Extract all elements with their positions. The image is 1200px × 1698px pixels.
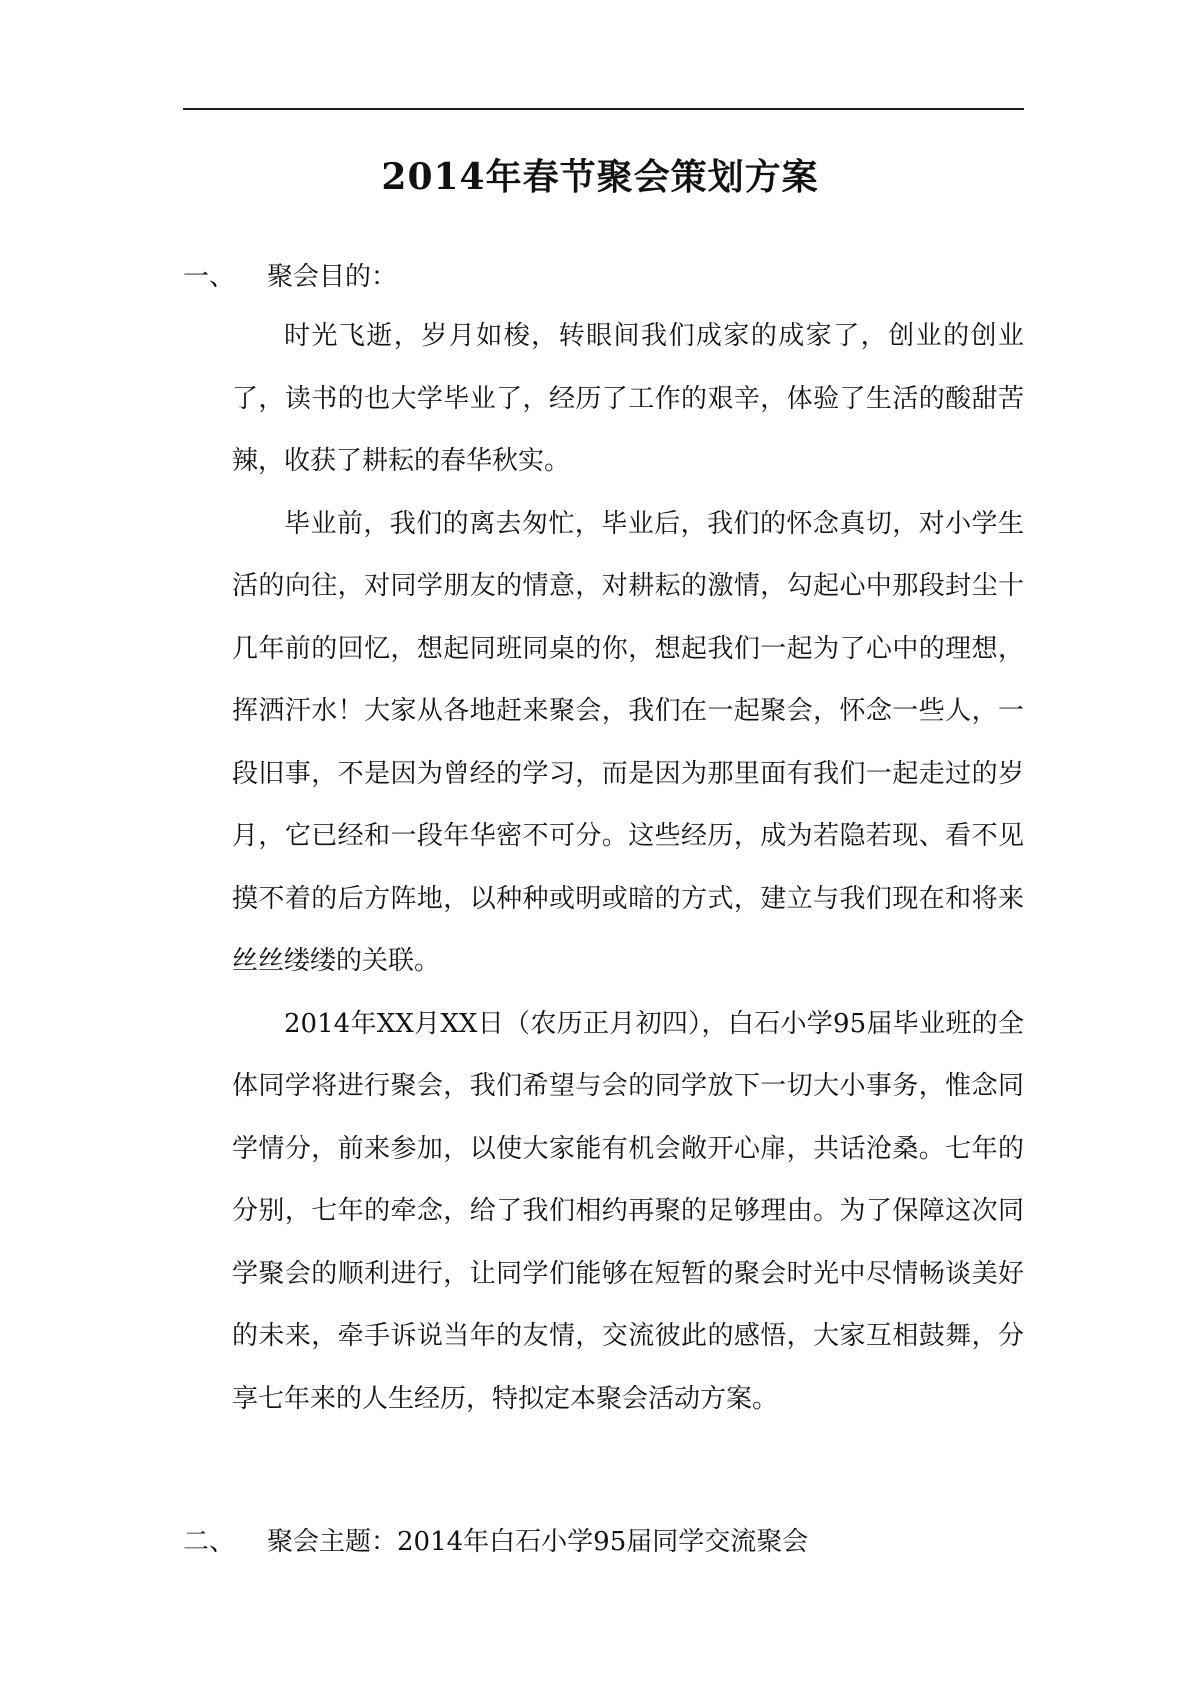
section-title-1: 聚会目的： [267, 262, 398, 292]
section-heading-1 [183, 257, 397, 297]
section-body-1 [232, 305, 1024, 1430]
section-number-2: 二、 [183, 1527, 236, 1557]
section-number-1: 一、 [183, 262, 236, 292]
paragraph-1: 时光飞逝，岁月如梭，转眼间我们成家的成家了，创业的创业了，读书的也大学毕业了，经历了工作的艰辛，体验了生活的酸甜苦辣，收获了耕耘的春华秋实。 [232, 321, 1024, 476]
section-title-2: 聚会主题：2014年白石小学95届同学交流聚会 [267, 1527, 809, 1557]
header-rule [183, 108, 1024, 110]
section-heading-2 [183, 1522, 808, 1562]
paragraph-2: 毕业前，我们的离去匆忙，毕业后，我们的怀念真切，对小学生活的向往，对同学朋友的情意，对耕耘的激情，勾起心中那段封尘十几年前的回忆，想起同班同桌的你，想起我们一起为了心中的理想，挥洒汗水！大家从各地赶来聚会，我们在一起聚会，怀念一些人，一段旧事，不是因为曾经的学习，而是因为那里面有我们一起走过的岁月，它已经和一段年华密不可分。这些经历，成为若隐若现、看不见摸不着的后方阵地，以种种或明或暗的方式，建立与我们现在和将来丝丝缕缕的关联。 [232, 508, 1024, 976]
document-title: 2014年春节聚会策划方案 [381, 156, 819, 198]
paragraph-3: 2014年XX月XX日（农历正月初四），白石小学95届毕业班的全体同学将进行聚会，我们希望与会的同学放下一切大小事务，惟念同学情分，前来参加，以使大家能有机会敞开心扉，共话沧桑。七年的分别，七年的牵念，给了我们相约再聚的足够理由。为了保障这次同学聚会的顺利进行，让同学们能够在短暂的聚会时光中尽情畅谈美好的未来，牵手诉说当年的友情，交流彼此的感悟，大家互相鼓舞，分享七年来的人生经历，特拟定本聚会活动方案。 [232, 1008, 1024, 1414]
